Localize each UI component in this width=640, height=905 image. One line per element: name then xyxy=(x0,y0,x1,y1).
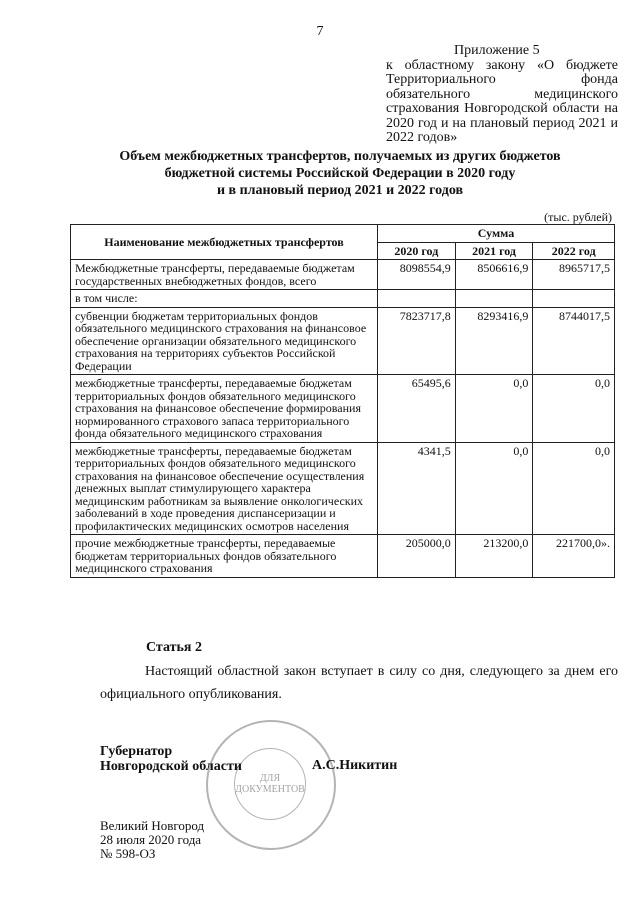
row-value-2020: 4341,5 xyxy=(378,442,456,535)
official-seal xyxy=(206,720,336,850)
seal-text-line-2: ДОКУМЕНТОВ xyxy=(235,784,305,795)
unit-label: (тыс. рублей) xyxy=(544,210,612,224)
row-value-2022: 221700,0». xyxy=(533,535,615,578)
row-value-2021 xyxy=(455,290,533,308)
article-title: Статья 2 xyxy=(146,640,202,655)
table-row xyxy=(71,375,615,443)
transfers-table xyxy=(70,224,615,578)
position-line-2: Новгородской области xyxy=(100,759,242,774)
appendix-heading: Приложение 5 xyxy=(454,43,540,58)
signatory-name: А.С.Никитин xyxy=(312,758,398,773)
row-value-2021: 0,0 xyxy=(455,442,533,535)
table-row xyxy=(71,307,615,375)
title-line-2: бюджетной системы Российской Федерации в 2020 году xyxy=(164,166,516,181)
row-value-2021: 0,0 xyxy=(455,375,533,443)
title-line-3: и в плановый период 2021 и 2022 годов xyxy=(216,183,464,198)
table-row xyxy=(71,260,615,290)
row-value-2022: 8965717,5 xyxy=(533,260,615,290)
row-name: межбюджетные трансферты, передаваемые бюджетам территориальных фондов обязательного медицинского страхования на финансовое обеспечение формирования нормированного страхового запаса территориального фонда обязательного медицинского страхования xyxy=(71,375,378,443)
row-name: прочие межбюджетные трансферты, передаваемые бюджетам территориальных фондов обязательного медицинского страхования xyxy=(71,535,378,578)
row-value-2021: 213200,0 xyxy=(455,535,533,578)
row-value-2022: 0,0 xyxy=(533,375,615,443)
place-and-date xyxy=(100,819,204,861)
row-value-2022 xyxy=(533,290,615,308)
row-value-2022: 0,0 xyxy=(533,442,615,535)
year-header-2021: 2021 год xyxy=(455,242,533,260)
row-value-2021: 8293416,9 xyxy=(455,307,533,375)
row-value-2020: 8098554,9 xyxy=(378,260,456,290)
row-name: субвенции бюджетам территориальных фондов обязательного медицинского страхования на финансовое обеспечение организации обязательного медицинского страхования на территориях субъектов Российской Федерации xyxy=(71,307,378,375)
position-line-1: Губернатор xyxy=(100,744,173,759)
row-name: Межбюджетные трансферты, передаваемые бюджетам государственных внебюджетных фондов, всего xyxy=(71,260,378,290)
signatory-position xyxy=(100,744,242,774)
date: 28 июля 2020 года xyxy=(100,832,202,847)
seal-text-line-1: ДЛЯ xyxy=(259,773,281,784)
seal-center xyxy=(234,748,306,820)
table-row xyxy=(71,442,615,535)
name-column-header: Наименование межбюджетных трансфертов xyxy=(71,225,378,260)
sum-column-header: Сумма xyxy=(378,225,615,243)
row-name: межбюджетные трансферты, передаваемые бюджетам территориальных фондов обязательного медицинского страхования на финансовое обеспечение осуществления денежных выплат стимулирующего характера медицинским работникам за выявление онкологических заболеваний в ходе проведения диспансеризации и профилактических медицинских осмотров населения xyxy=(71,442,378,535)
city: Великий Новгород xyxy=(100,818,205,833)
title-line-1: Объем межбюджетных трансфертов, получаемых из других бюджетов xyxy=(119,149,561,164)
row-value-2020 xyxy=(378,290,456,308)
table-row xyxy=(71,535,615,578)
appendix-note xyxy=(386,44,618,146)
year-header-2022: 2022 год xyxy=(533,242,615,260)
row-value-2020: 205000,0 xyxy=(378,535,456,578)
page-number: 7 xyxy=(316,24,324,39)
appendix-body: к областному закону «О бюджете Территориального фонда обязательного медицинского страхования Новгородской области на 2020 год и на плановый период 2021 и 2022 годов» xyxy=(386,57,618,145)
document-title xyxy=(60,148,620,199)
table-row xyxy=(71,290,615,308)
law-number: № 598-ОЗ xyxy=(100,846,156,861)
article-text: Настоящий областной закон вступает в силу со дня, следующего за днем его официального опубликования. xyxy=(100,664,618,702)
row-name: в том числе: xyxy=(71,290,378,308)
table-header-row xyxy=(71,225,615,243)
row-value-2021: 8506616,9 xyxy=(455,260,533,290)
row-value-2020: 7823717,8 xyxy=(378,307,456,375)
row-value-2020: 65495,6 xyxy=(378,375,456,443)
row-value-2022: 8744017,5 xyxy=(533,307,615,375)
year-header-2020: 2020 год xyxy=(378,242,456,260)
